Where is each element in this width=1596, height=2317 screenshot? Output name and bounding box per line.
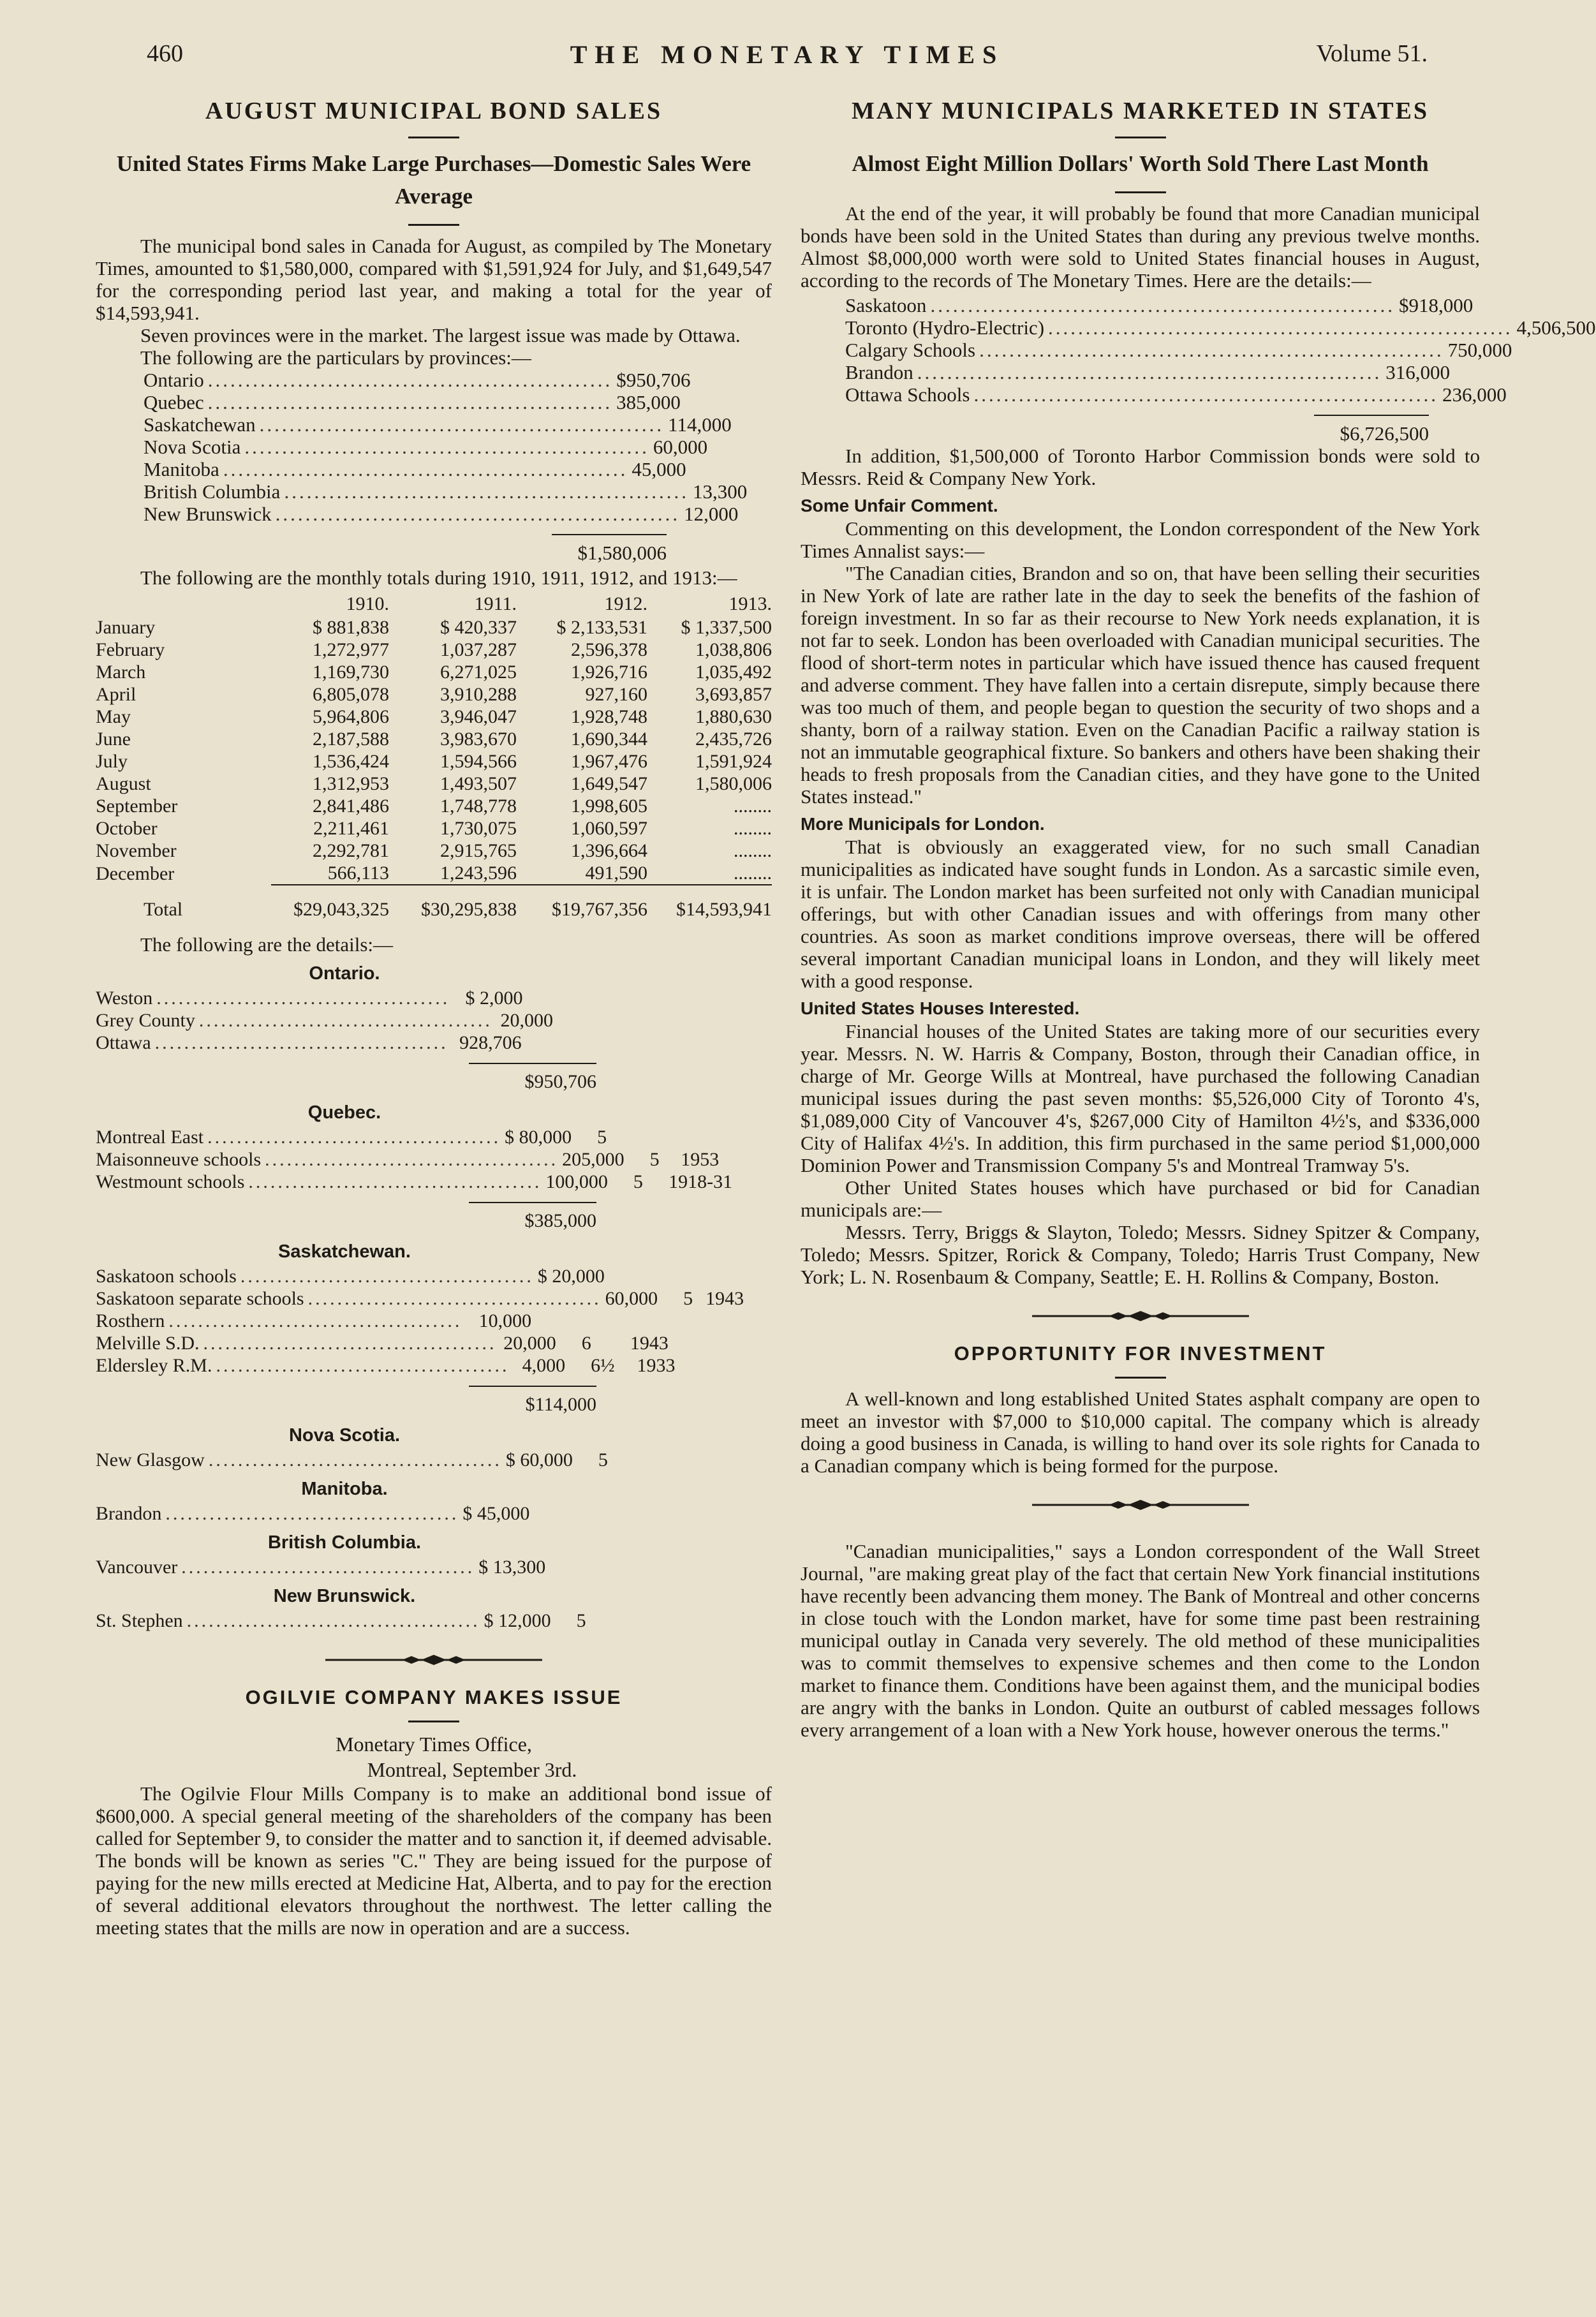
ogilvie-article — [96, 1686, 772, 1939]
list-item: Toronto (Hydro-Electric) .............................................................. 4,506,500 — [845, 316, 1596, 339]
table-row: August 1,312,953 1,493,507 1,649,547 1,580,006 — [96, 773, 772, 794]
table-row: February 1,272,977 1,037,287 2,596,378 1,038,806 — [96, 639, 772, 660]
headline-rule — [1115, 1377, 1166, 1379]
subheading: Some Unfair Comment. — [801, 496, 998, 515]
office-line: Monetary Times Office, — [336, 1733, 532, 1756]
year-header: 1911. — [474, 593, 517, 614]
province-heading: New Brunswick. — [273, 1586, 416, 1606]
paragraph: Financial houses of the United States are taking more of our securities every year. Messrs. N. W. Harris & Company, Boston, through their Canadian office, in charge of Mr. George Wills at Montreal, have purchased the following Canadian municipal issues during the past seven months: $5,526,000 City of Toronto 4's, $1,089,000 City of Vancouver 4's, $267,000 City of Hamilton 4½'s, and $336,000 City of Halifax 4½'s. In addition, this firm purchased in the same period $1,000,000 Dominion Power and Transmission Company 5's and Montreal Tramway 5's. — [801, 1020, 1480, 1176]
year-header: 1913. — [728, 593, 772, 614]
year-header: 1912. — [604, 593, 647, 614]
article-headline: OGILVIE COMPANY MAKES ISSUE — [245, 1686, 623, 1708]
province-list — [144, 369, 748, 564]
list-item: Saskatoon .............................................................. $918,000 — [845, 294, 1474, 316]
table-header-row — [96, 593, 772, 616]
subheading: More Municipals for London. — [801, 814, 1045, 834]
list-item: St. Stephen ........................................ $ 12,000 5 — [96, 1610, 586, 1631]
deck-rule — [1115, 191, 1166, 193]
paragraph: Seven provinces were in the market. The largest issue was made by Ottawa. — [140, 324, 741, 346]
table-row: October 2,211,461 1,730,075 1,060,597 ........ — [96, 818, 772, 839]
deck-rule — [408, 224, 459, 226]
ornament-divider — [96, 1654, 772, 1669]
list-item: British Columbia ...................................................... 13,300 — [144, 480, 748, 503]
province-total: $385,000 — [469, 1202, 596, 1234]
paragraph: Messrs. Terry, Briggs & Slayton, Toledo; Messrs. Sidney Spitzer & Company, Toledo; Messrs. Spitzer, Rorick & Company, Toledo; Harris Trust Company, New York; L. N. Rosenbaum & Company, Seattle; E. H. Rollins & Company, Boston. — [801, 1221, 1480, 1288]
table-row: November 2,292,781 2,915,765 1,396,664 ........ — [96, 840, 772, 861]
article-deck: United States Firms Make Large Purchases—Domestic Sales Were Average — [116, 151, 751, 209]
paragraph: Other United States houses which have purchased or bid for Canadian municipals are:— — [801, 1176, 1480, 1221]
table-row: April 6,805,078 3,910,288 927,160 3,693,857 — [96, 684, 772, 705]
list-item: Weston ........................................ $ 2,000 — [96, 988, 523, 1009]
province-heading: Nova Scotia. — [288, 1425, 401, 1446]
quotation: "The Canadian cities, Brandon and so on, that have been selling their securities in New York of late are rather late in the day to seek the benefits of the fashion of foreign investment. In so far as their recourse to New York needs explanation, it is not far to seek. London has been overloaded with Canadian municipal securities. The flood of short-term notes in particular which have issued thence has caused frequent and adverse comment. They have fallen into a certain disrepute, simply because there was too much of them, and people began to question the security of two shops and a shanty, born of a railway station. Even on the Canadian Pacific a railway station is not an immutable geographical fixture. So bankers and others have been shaking their heads to fresh proposals from the Canadian cities, and they have gone to the United States instead." — [801, 562, 1480, 808]
province-heading: Quebec. — [307, 1102, 381, 1123]
province-total: $114,000 — [469, 1386, 596, 1418]
running-header — [147, 40, 1428, 78]
paragraph: The municipal bond sales in Canada for August, as compiled by The Monetary Times, amounted to $1,580,000, compared with $1,591,924 for July, and $1,649,547 for the corresponding period last year, and making a total for the year of $14,593,941. — [96, 235, 772, 324]
list-item: Ottawa Schools .............................................................. 236,000 — [845, 383, 1507, 406]
table-row: December 566,113 1,243,596 491,590 ........ — [96, 862, 772, 884]
list-item: Ottawa ........................................ 928,706 — [96, 1032, 522, 1053]
ornament-icon — [1032, 1310, 1249, 1322]
volume-label: Volume 51. — [1316, 40, 1428, 67]
paragraph: The following are the monthly totals during 1910, 1911, 1912, and 1913:— — [140, 566, 737, 589]
paragraph: In addition, $1,500,000 of Toronto Harbor Commission bonds were sold to Messrs. Reid & Company New York. — [801, 445, 1480, 489]
list-item: Rosthern ........................................ 10,000 — [96, 1310, 532, 1331]
headline-rule — [1115, 137, 1166, 138]
table-row: January $ 881,838 $ 420,337 $ 2,133,531 $ 1,337,500 — [96, 617, 772, 638]
province-total: $950,706 — [469, 1063, 596, 1095]
paragraph: A well-known and long established United States asphalt company are open to meet an investor with $7,000 to $10,000 capital. The company which is already doing a good business in Canada, is willing to hand over its sole rights for Canada to a Canadian company which is being formed for the purpose. — [801, 1388, 1480, 1477]
list-item: Eldersley R.M. ........................................ 4,000 6½ 1933 — [96, 1355, 676, 1376]
us-sales-list — [845, 294, 1596, 445]
list-item: Brandon ........................................ $ 45,000 — [96, 1503, 530, 1524]
paragraph: Commenting on this development, the London correspondent of the New York Times Annalist says:— — [801, 517, 1480, 562]
list-item: Saskatchewan ...................................................... 114,000 — [144, 413, 732, 436]
article-deck: Almost Eight Million Dollars' Worth Sold There Last Month — [852, 151, 1429, 176]
monthly-totals-table — [96, 593, 772, 921]
table-row: March 1,169,730 6,271,025 1,926,716 1,035,492 — [96, 662, 772, 683]
paragraph: "Canadian municipalities," says a London correspondent of the Wall Street Journal, "are making great play of the fact that certain New York financial institutions have recently been advancing them money. The Bank of Montreal and other concerns in close touch with the London market, have for some time past been restraining municipal outlay in Canada very severely. The old method of these municipalities was to commit themselves to expensive schemes and then come to the London market to finance them. Conditions have been against them, and the municipal bodies are angry with the banks in London. Quite an outburst of cabled messages follows every arrangement of a loan with a New York house, however onerous the terms." — [801, 1540, 1480, 1741]
masthead: THE MONETARY TIMES — [570, 40, 1005, 69]
list-item: Vancouver ........................................ $ 13,300 — [96, 1557, 546, 1578]
headline-rule — [408, 137, 459, 138]
right-column — [801, 89, 1596, 1741]
subheading: United States Houses Interested. — [801, 998, 1080, 1018]
list-item: Grey County ........................................ 20,000 — [96, 1010, 554, 1031]
table-total-row: Total $29,043,325 $30,295,838 $19,767,356 $14,593,941 — [96, 885, 772, 921]
list-item: Montreal East ........................................ $ 80,000 5 — [96, 1127, 607, 1148]
list-item: Ontario ...................................................... $950,706 — [144, 369, 691, 391]
table-row: June 2,187,588 3,983,670 1,690,344 2,435,726 — [96, 729, 772, 750]
paragraph: The Ogilvie Flour Mills Company is to make an additional bond issue of $600,000. A special general meeting of the shareholders of the company has been called for September 9, to consider the matter and to sanction it, if deemed advisable. The bonds will be known as series "C." They are being issued for the purpose of paying for the new mills erected at Medicine Hat, Alberta, and to pay for the erection of several additional elevators throughout the northwest. The letter calling the meeting states that the mills are now in operation and are a success. — [96, 1782, 772, 1939]
left-column — [96, 89, 772, 1939]
paragraph: The following are the details:— — [140, 933, 393, 956]
dateline: Montreal, September 3rd. — [367, 1758, 577, 1781]
list-item: Westmount schools ........................................ 100,000 5 1918-31 — [96, 1171, 733, 1192]
list-item: Melville S.D. ........................................ 20,000 6 1943 — [96, 1333, 669, 1354]
list-item: Calgary Schools .............................................................. 750,000 — [845, 339, 1512, 361]
list-item: Quebec ...................................................... 385,000 — [144, 391, 681, 413]
province-heading: Ontario. — [309, 963, 380, 984]
headline-rule — [408, 1721, 459, 1722]
list-item: Brandon .............................................................. 316,000 — [845, 361, 1451, 383]
province-heading: Saskatchewan. — [278, 1241, 411, 1262]
list-item: New Brunswick ...................................................... 12,000 — [144, 503, 739, 525]
list-item: Manitoba ...................................................... 45,000 — [144, 458, 686, 480]
table-row: July 1,536,424 1,594,566 1,967,476 1,591,924 — [96, 751, 772, 772]
ornament-divider — [801, 1310, 1480, 1326]
year-header: 1910. — [346, 593, 389, 614]
province-total: $1,580,006 — [552, 534, 667, 564]
ornament-divider — [801, 1499, 1480, 1514]
list-item: Maisonneuve schools ........................................ 205,000 5 1953 — [96, 1149, 720, 1170]
article-headline: OPPORTUNITY FOR INVESTMENT — [954, 1342, 1327, 1365]
list-item: Saskatoon schools ........................................ $ 20,000 — [96, 1266, 605, 1287]
paragraph: The following are the particulars by provinces:— — [140, 346, 531, 369]
ornament-icon — [325, 1654, 542, 1666]
list-item: Saskatoon separate schools ........................................ 60,000 5 1943 — [96, 1288, 744, 1309]
list-item: Nova Scotia ...................................................... 60,000 — [144, 436, 708, 458]
sales-total: $6,726,500 — [1314, 415, 1429, 445]
page-number: 460 — [147, 40, 183, 67]
ornament-icon — [1032, 1499, 1249, 1511]
province-heading: British Columbia. — [267, 1532, 422, 1553]
table-row: May 5,964,806 3,946,047 1,928,748 1,880,630 — [96, 706, 772, 727]
province-heading: Manitoba. — [301, 1479, 388, 1499]
article-headline: AUGUST MUNICIPAL BOND SALES — [205, 98, 663, 124]
paragraph: That is obviously an exaggerated view, for no such small Canadian municipalities as indicated have sought funds in London. As a sarcastic simile even, it is unfair. The London market has been surfeited not only with Canadian municipal offerings, but with other Canadian issues and with offerings from many other countries. As soon as market conditions improve overseas, there will be offered several important Canadian municipal loans in London, and they will likely meet with a good response. — [801, 836, 1480, 992]
list-item: New Glasgow ........................................ $ 60,000 5 — [96, 1449, 608, 1470]
table-row: September 2,841,486 1,748,778 1,998,605 ........ — [96, 796, 772, 817]
article-headline: MANY MUNICIPALS MARKETED IN STATES — [852, 98, 1429, 124]
paragraph: At the end of the year, it will probably be found that more Canadian municipal bonds have been sold in the United States than during any previous twelve months. Almost $8,000,000 worth were sold to United States financial houses in August, according to the records of The Monetary Times. Here are the details:— — [801, 202, 1480, 292]
details-list — [96, 963, 744, 1632]
